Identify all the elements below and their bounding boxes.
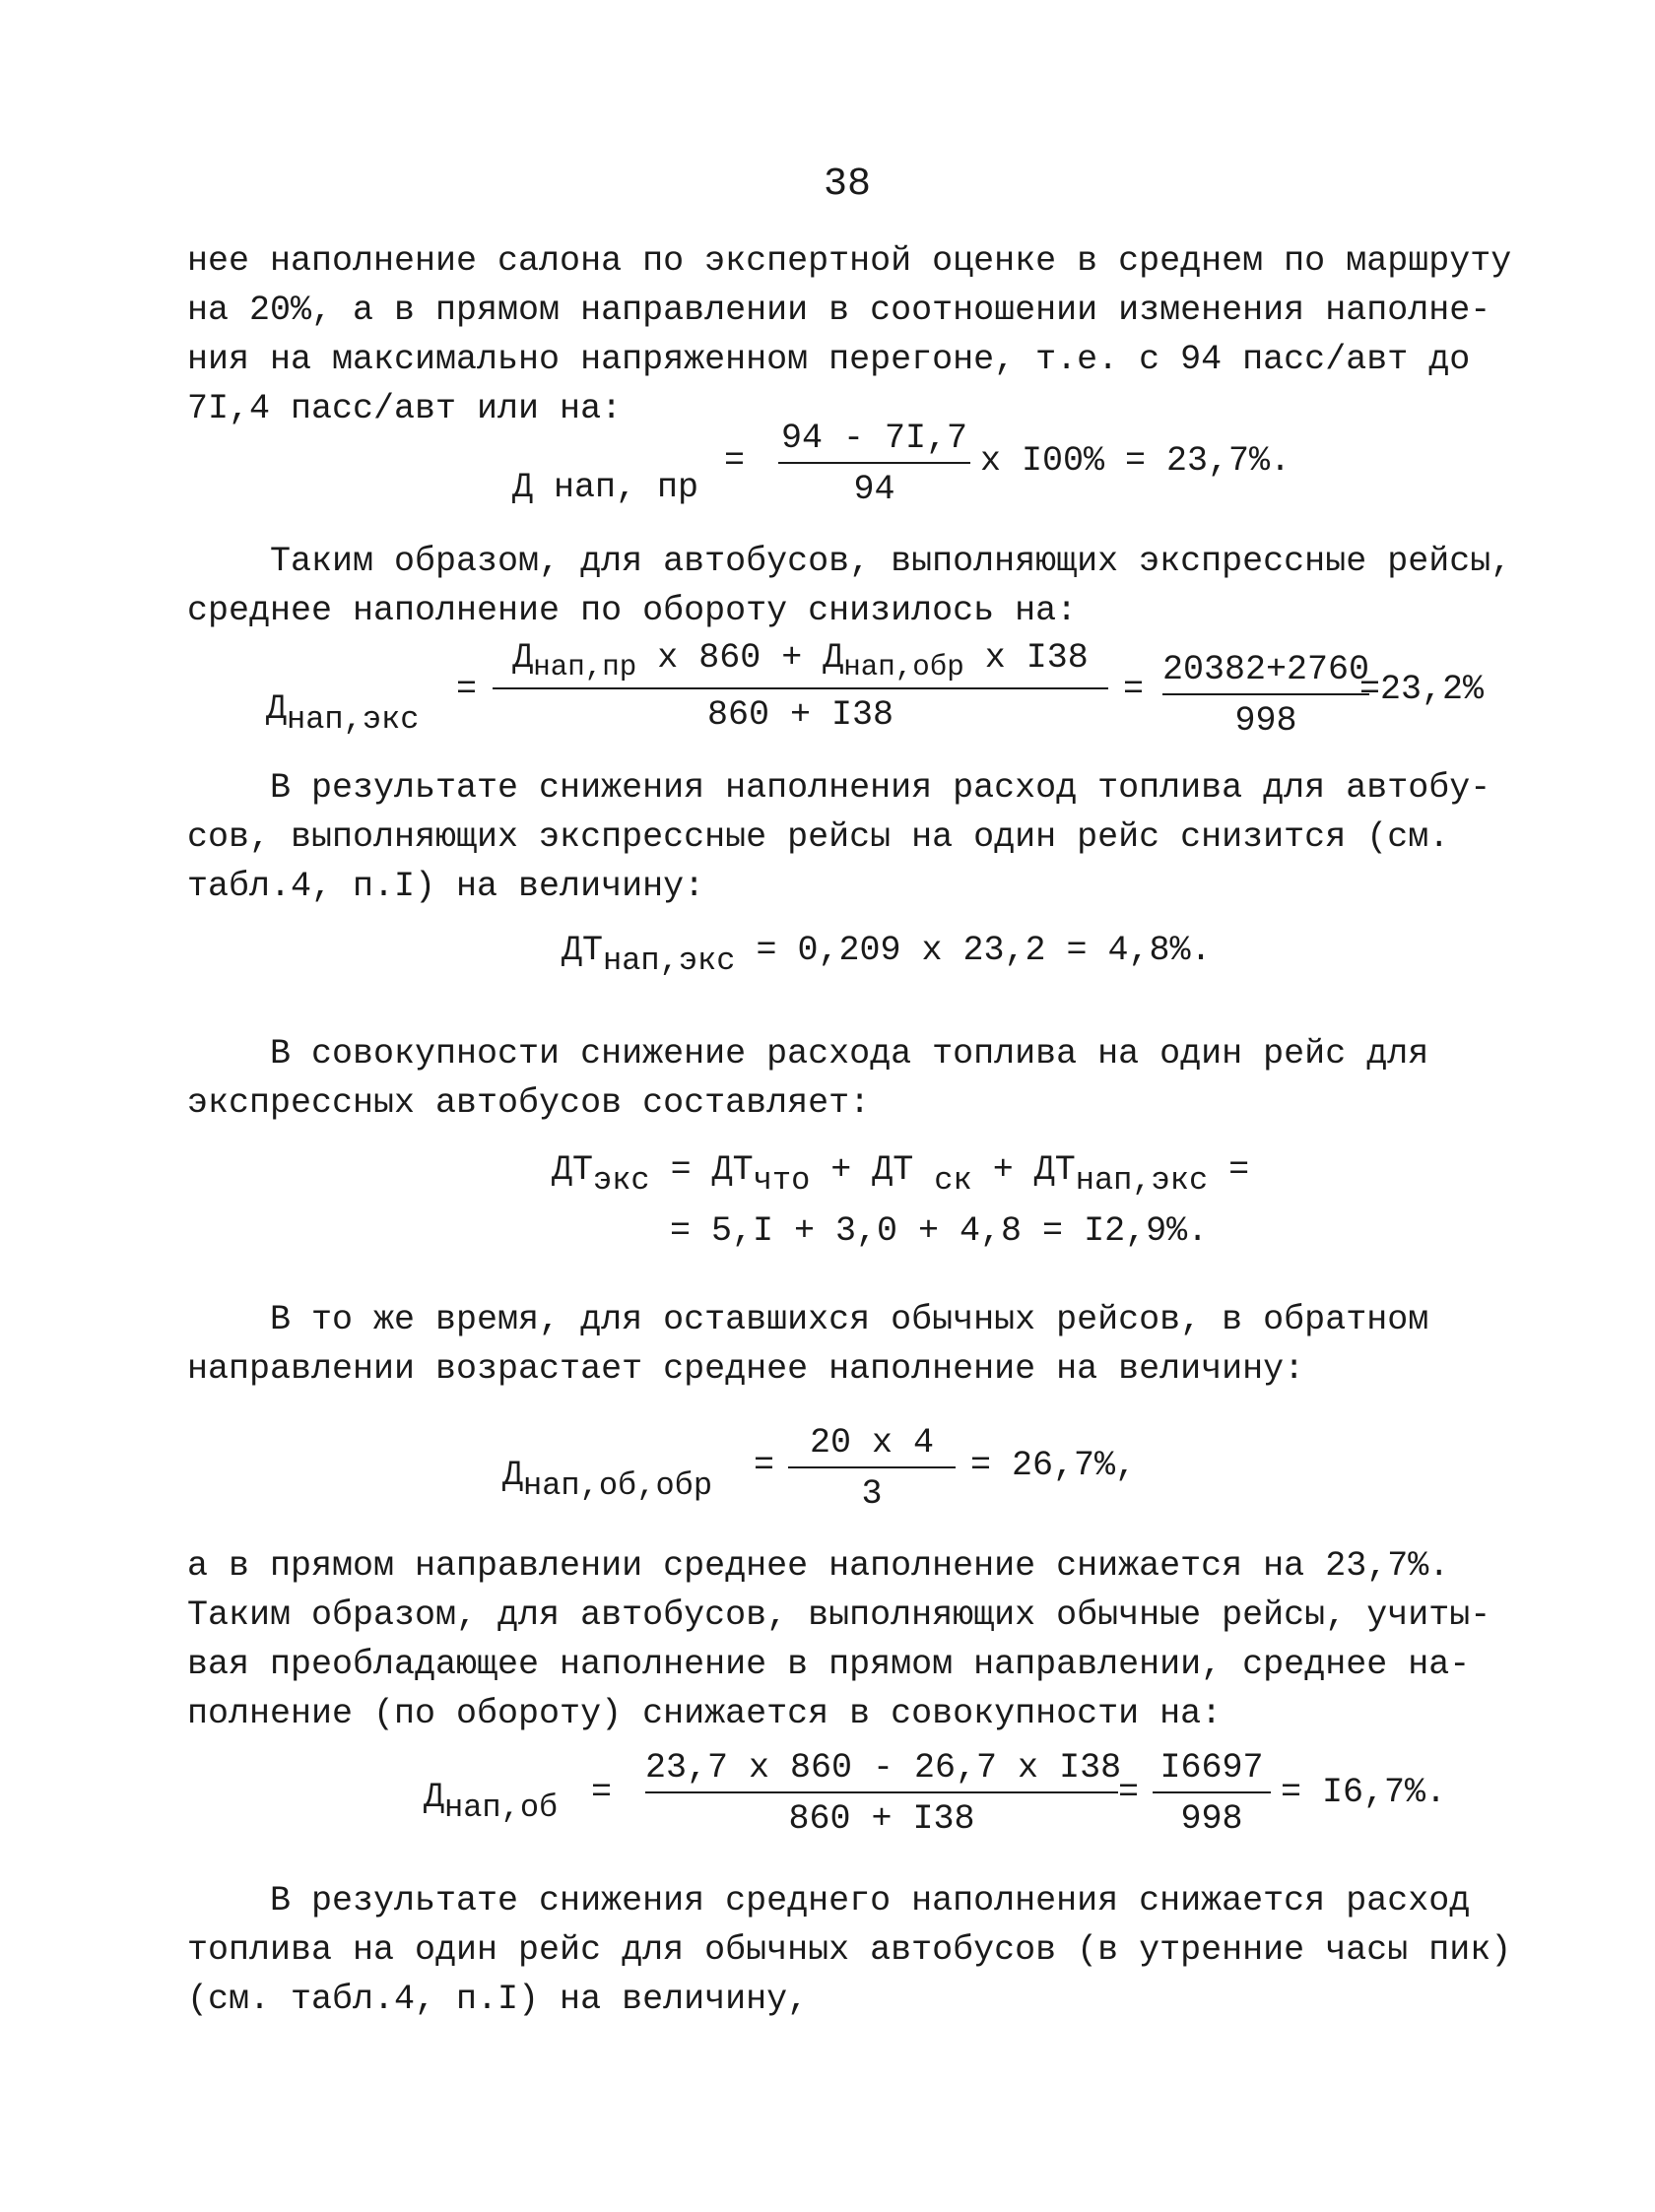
text-line: среднее наполнение по обороту снизилось на: [187,591,1078,630]
fraction-numerator: 20382+2760 [1162,650,1370,689]
formula-result: x I00% = 23,7%. [980,441,1291,481]
fraction [778,419,970,509]
text-line: табл.4, п.I) на величину: [187,867,705,906]
formula-symbol: + ДТ [971,1150,1076,1190]
formula-result: = 26,7%, [970,1446,1137,1485]
formula-line [552,1150,1249,1201]
text-line: полнение (по обороту) снижается в совокупности на: [187,1694,1223,1733]
fraction [788,1423,956,1514]
formula-text: = [1208,1150,1250,1190]
text-line: 7I,4 пасс/авт или на: [187,389,623,428]
paragraph-6 [187,1541,1497,1738]
paragraph-4 [187,1029,1497,1128]
formula-lhs [502,1456,712,1504]
paragraph-1 [187,236,1512,433]
text-line: нее наполнение салона по экспертной оценке в среднем по маршруту [187,241,1512,281]
text-line: Таким образом, для автобусов, выполняющих обычные рейсы, учиты- [187,1595,1491,1635]
formula-subscript: нап,обр [843,651,964,683]
formula-symbol: Д [266,689,288,729]
formula-lhs [424,1778,558,1826]
formula-equals: = [1123,670,1145,709]
formula-subscript: ск [934,1162,972,1199]
formula-subscript: нап,об,обр [523,1467,713,1504]
formula-result: = 0,209 x 23,2 = 4,8%. [735,931,1212,970]
formula-symbol: Д [502,1456,524,1495]
paragraph-5 [187,1295,1497,1394]
formula-symbol: Д [512,638,534,678]
paragraph-7 [187,1876,1512,2024]
fraction-bar [1162,693,1369,695]
text-line: экспрессных автобусов составляет: [187,1083,871,1123]
formula-symbol: = ДТ [649,1150,754,1190]
formula-symbol: Д [424,1778,445,1817]
formula-equals: = [591,1773,613,1812]
paragraph-3 [187,763,1497,911]
fraction-numerator: 20 x 4 [809,1423,935,1463]
formula-symbol: + ДТ [810,1150,935,1190]
formula-subscript: нап,пр [533,651,637,683]
formula-text: x 860 + [636,638,824,678]
formula-equals: = [1118,1773,1140,1812]
fraction-numerator: 94 - 7I,7 [780,419,968,458]
formula-subscript: нап,экс [1075,1162,1209,1199]
text-line: на 20%, а в прямом направлении в соотношении изменения наполне- [187,291,1491,330]
formula-subscript: экс [593,1162,650,1199]
formula-symbol: ДТ [562,931,604,970]
formula-lhs [266,689,419,738]
fraction [1162,650,1369,741]
formula-subscript: нап,экс [603,943,736,979]
formula-subscript: нап,об [444,1789,559,1826]
text-line: вая преобладающее наполнение в прямом направлении, среднее на- [187,1645,1471,1684]
fraction-bar [493,687,1108,689]
formula-dt-nap-eks [562,931,1212,981]
fraction-numerator: I6697 [1159,1748,1264,1788]
formula-line: = 5,I + 3,0 + 4,8 = I2,9%. [670,1211,1209,1251]
fraction-bar [645,1791,1118,1793]
formula-result: = I6,7%. [1281,1773,1447,1812]
formula-equals: = [456,670,478,709]
paragraph-2 [187,537,1512,635]
text-line: Таким образом, для автобусов, выполняющих экспрессные рейсы, [187,542,1512,581]
fraction [493,638,1108,735]
formula-text: x I38 [963,638,1089,678]
formula-equals: = [724,441,746,481]
text-line: ния на максимально напряженном перегоне, т.е. с 94 пасс/авт до [187,340,1471,379]
formula-lhs [512,468,698,507]
fraction-denominator: 3 [861,1474,883,1514]
text-line: В результате снижения наполнения расход топлива для автобу- [187,768,1491,808]
text-line: В результате снижения среднего наполнения снижается расход [187,1881,1471,1920]
fraction-bar [1153,1791,1271,1793]
fraction [1153,1748,1271,1839]
text-line: (см. табл.4, п.I) на величину, [187,1980,809,2019]
text-line: В то же время, для оставшихся обычных рейсов, в обратном [187,1300,1429,1339]
fraction-denominator: 998 [1180,1799,1243,1839]
text-line: В совокупности снижение расхода топлива на один рейс для [187,1034,1429,1073]
formula-symbol: Д [823,638,844,678]
text-line: топлива на один рейс для обычных автобусов (в утренние часы пик) [187,1930,1512,1970]
page-number: 38 [824,163,872,207]
formula-subscript: нап, пр [554,468,699,507]
formula-subscript: нап,экс [287,701,420,738]
formula-equals: = [754,1446,775,1485]
text-line: направлении возрастает среднее наполнение на величину: [187,1349,1305,1389]
text-line: а в прямом направлении среднее наполнение снижается на 23,7%. [187,1546,1450,1586]
fraction-numerator [493,638,1108,683]
fraction-denominator: 860 + I38 [706,695,894,735]
fraction-denominator: 860 + I38 [788,1799,975,1839]
fraction-numerator: 23,7 x 860 - 26,7 x I38 [645,1748,1122,1788]
formula-symbol: ДТ [552,1150,594,1190]
formula-subscript: что [753,1162,811,1199]
fraction-denominator: 998 [1234,701,1297,741]
fraction-bar [778,462,970,464]
fraction-bar [788,1466,956,1468]
formula-symbol: Д [512,468,534,507]
formula-result: =23,2% [1359,670,1485,709]
text-line: сов, выполняющих экспрессные рейсы на один рейс снизится (см. [187,817,1450,857]
fraction-denominator: 94 [853,470,895,509]
fraction [645,1748,1122,1839]
